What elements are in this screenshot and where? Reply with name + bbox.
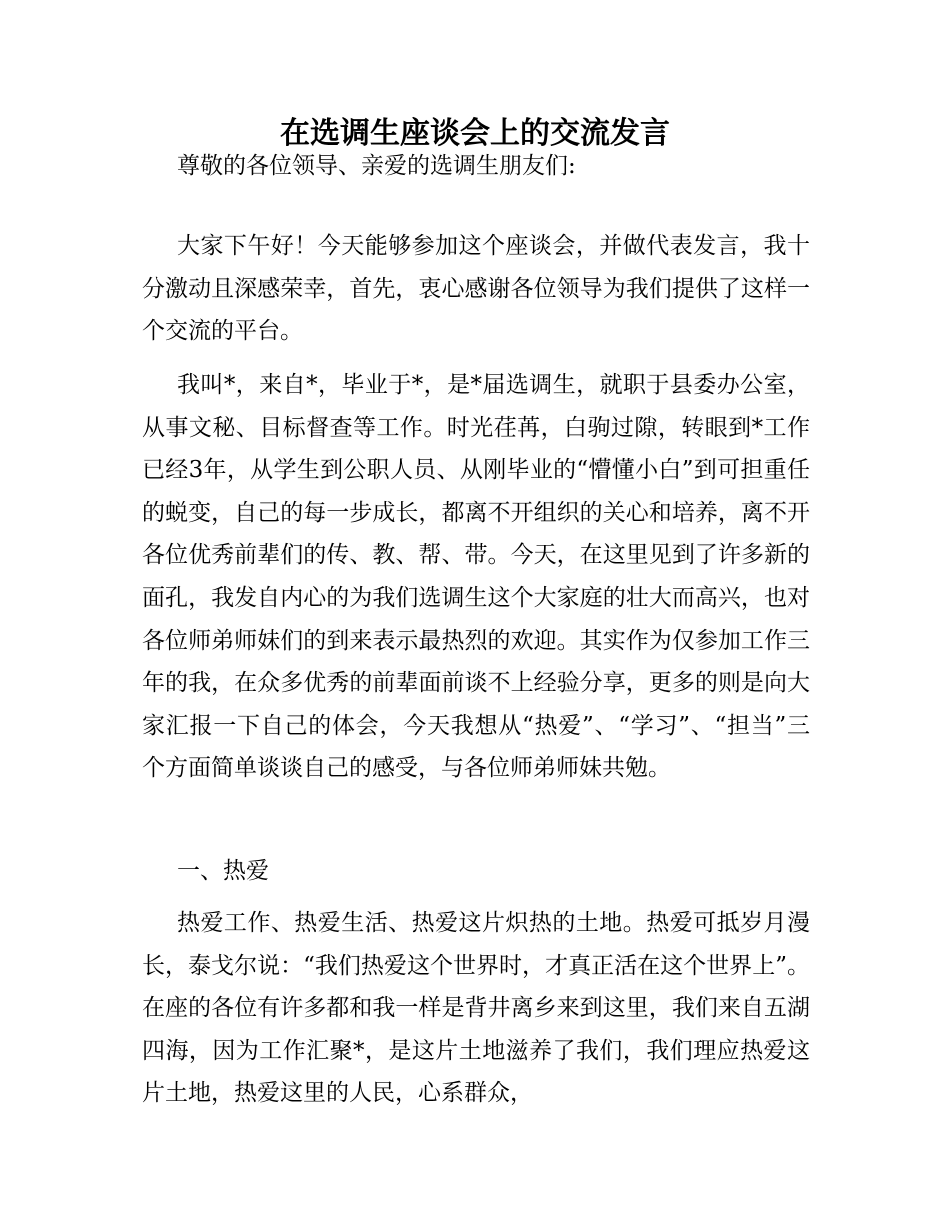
paragraph-greeting: 大家下午好！今天能够参加这个座谈会，并做代表发言，我十分激动且深感荣幸，首先，衷心感谢各位领导为我们提供了这样一个交流的平台。 [142,233,810,345]
document-body-section [142,850,810,893]
paragraph-love: 热爱工作、热爱生活、热爱这片炽热的土地。热爱可抵岁月漫长，泰戈尔说：“我们热爱这个世界时，才真正活在这个世界上”。在座的各位有许多都和我一样是背井离乡来到这里，我们来自五湖四海，因为工作汇聚*，是这片土地滋养了我们，我们理应热爱这片土地，热爱这里的人民，心系群众， [142,910,810,1107]
paragraph-introduction: 我叫*，来自*，毕业于*，是*届选调生，就职于县委办公室，从事文秘、目标督查等工作。时光荏苒，白驹过隙，转眼到*工作已经3年，从学生到公职人员、从刚毕业的“懵懂小白”到可担重任的蜕变，自己的每一步成长，都离不开组织的关心和培养，离不开各位优秀前辈们的传、教、帮、带。今天，在这里见到了许多新的面孔，我发自内心的为我们选调生这个大家庭的壮大而高兴，也对各位师弟师妹们的到来表示最热烈的欢迎。其实作为仅参加工作三年的我，在众多优秀的前辈面前谈不上经验分享，更多的则是向大家汇报一下自己的体会，今天我想从“热爱”、“学习”、“担当”三个方面简单谈谈自己的感受，与各位师弟师妹共勉。 [142,372,810,782]
document-body-section-content [142,902,810,1115]
salutation: 尊敬的各位领导、亲爱的选调生朋友们: [177,153,576,179]
section-heading: 一、热爱 [177,858,269,884]
document-body [142,145,810,188]
document-body-intro [142,364,810,790]
document-title: 在选调生座谈会上的交流发言 [280,116,670,151]
document-body-main [142,225,810,353]
